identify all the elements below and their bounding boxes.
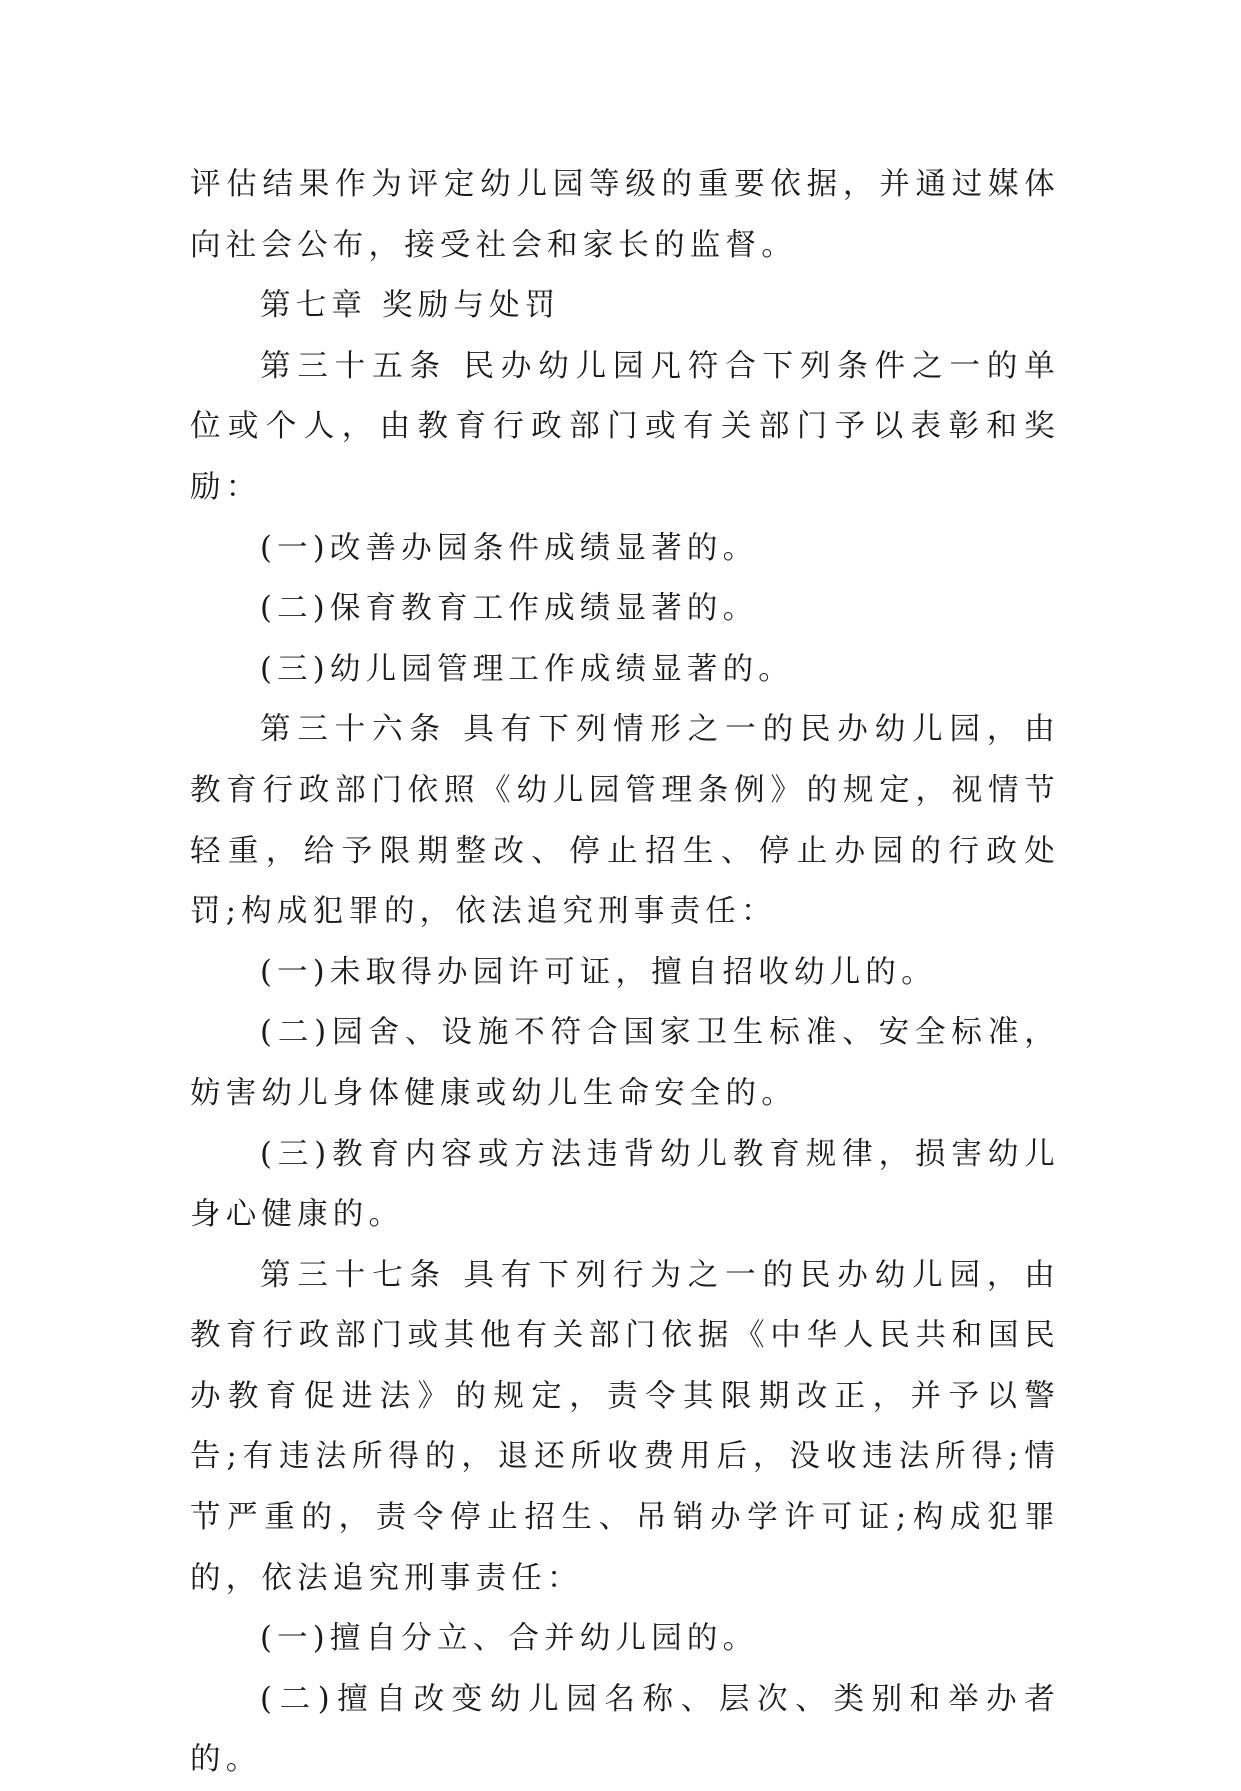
article-37-item-2: (二)擅自改变幼儿园名称、层次、类别和举办者的。 — [190, 1681, 1060, 1778]
document-body — [190, 155, 1060, 1791]
article-35: 第三十五条 民办幼儿园凡符合下列条件之一的单位或个人，由教育行政部门或有关部门予以表彰和奖励： — [190, 348, 1060, 505]
chapter-heading: 第七章 奖励与处罚 — [260, 288, 561, 324]
article-37-item-1: (一)擅自分立、合并幼儿园的。 — [260, 1621, 759, 1657]
article-36: 第三十六条 具有下列情形之一的民办幼儿园，由教育行政部门依照《幼儿园管理条例》的规定，视情节轻重，给予限期整改、停止招生、停止办园的行政处罚;构成犯罪的，依法追究刑事责任： — [190, 712, 1060, 930]
article-36-item-3: (三)教育内容或方法违背幼儿教育规律，损害幼儿身心健康的。 — [190, 1136, 1060, 1233]
article-35-item-1: (一)改善办园条件成绩显著的。 — [260, 530, 759, 566]
article-36-item-1: (一)未取得办园许可证，擅自招收幼儿的。 — [260, 954, 937, 990]
article-36-item-2: (二)园舍、设施不符合国家卫生标准、安全标准，妨害幼儿身体健康或幼儿生命安全的。 — [190, 1015, 1060, 1111]
article-35-item-3: (三)幼儿园管理工作成绩显著的。 — [260, 651, 794, 687]
paragraph-evaluation-result: 评估结果作为评定幼儿园等级的重要依据，并通过媒体向社会公布，接受社会和家长的监督。 — [190, 167, 1060, 263]
article-37: 第三十七条 具有下列行为之一的民办幼儿园，由教育行政部门或其他有关部门依据《中华人民共和国民办教育促进法》的规定，责令其限期改正，并予以警告;有违法所得的，退还所收费用后，没收违法所得;情节严重的，责令停止招生、吊销办学许可证;构成犯罪的，依法追究刑事责任： — [190, 1257, 1060, 1596]
article-35-item-2: (二)保育教育工作成绩显著的。 — [260, 591, 759, 627]
